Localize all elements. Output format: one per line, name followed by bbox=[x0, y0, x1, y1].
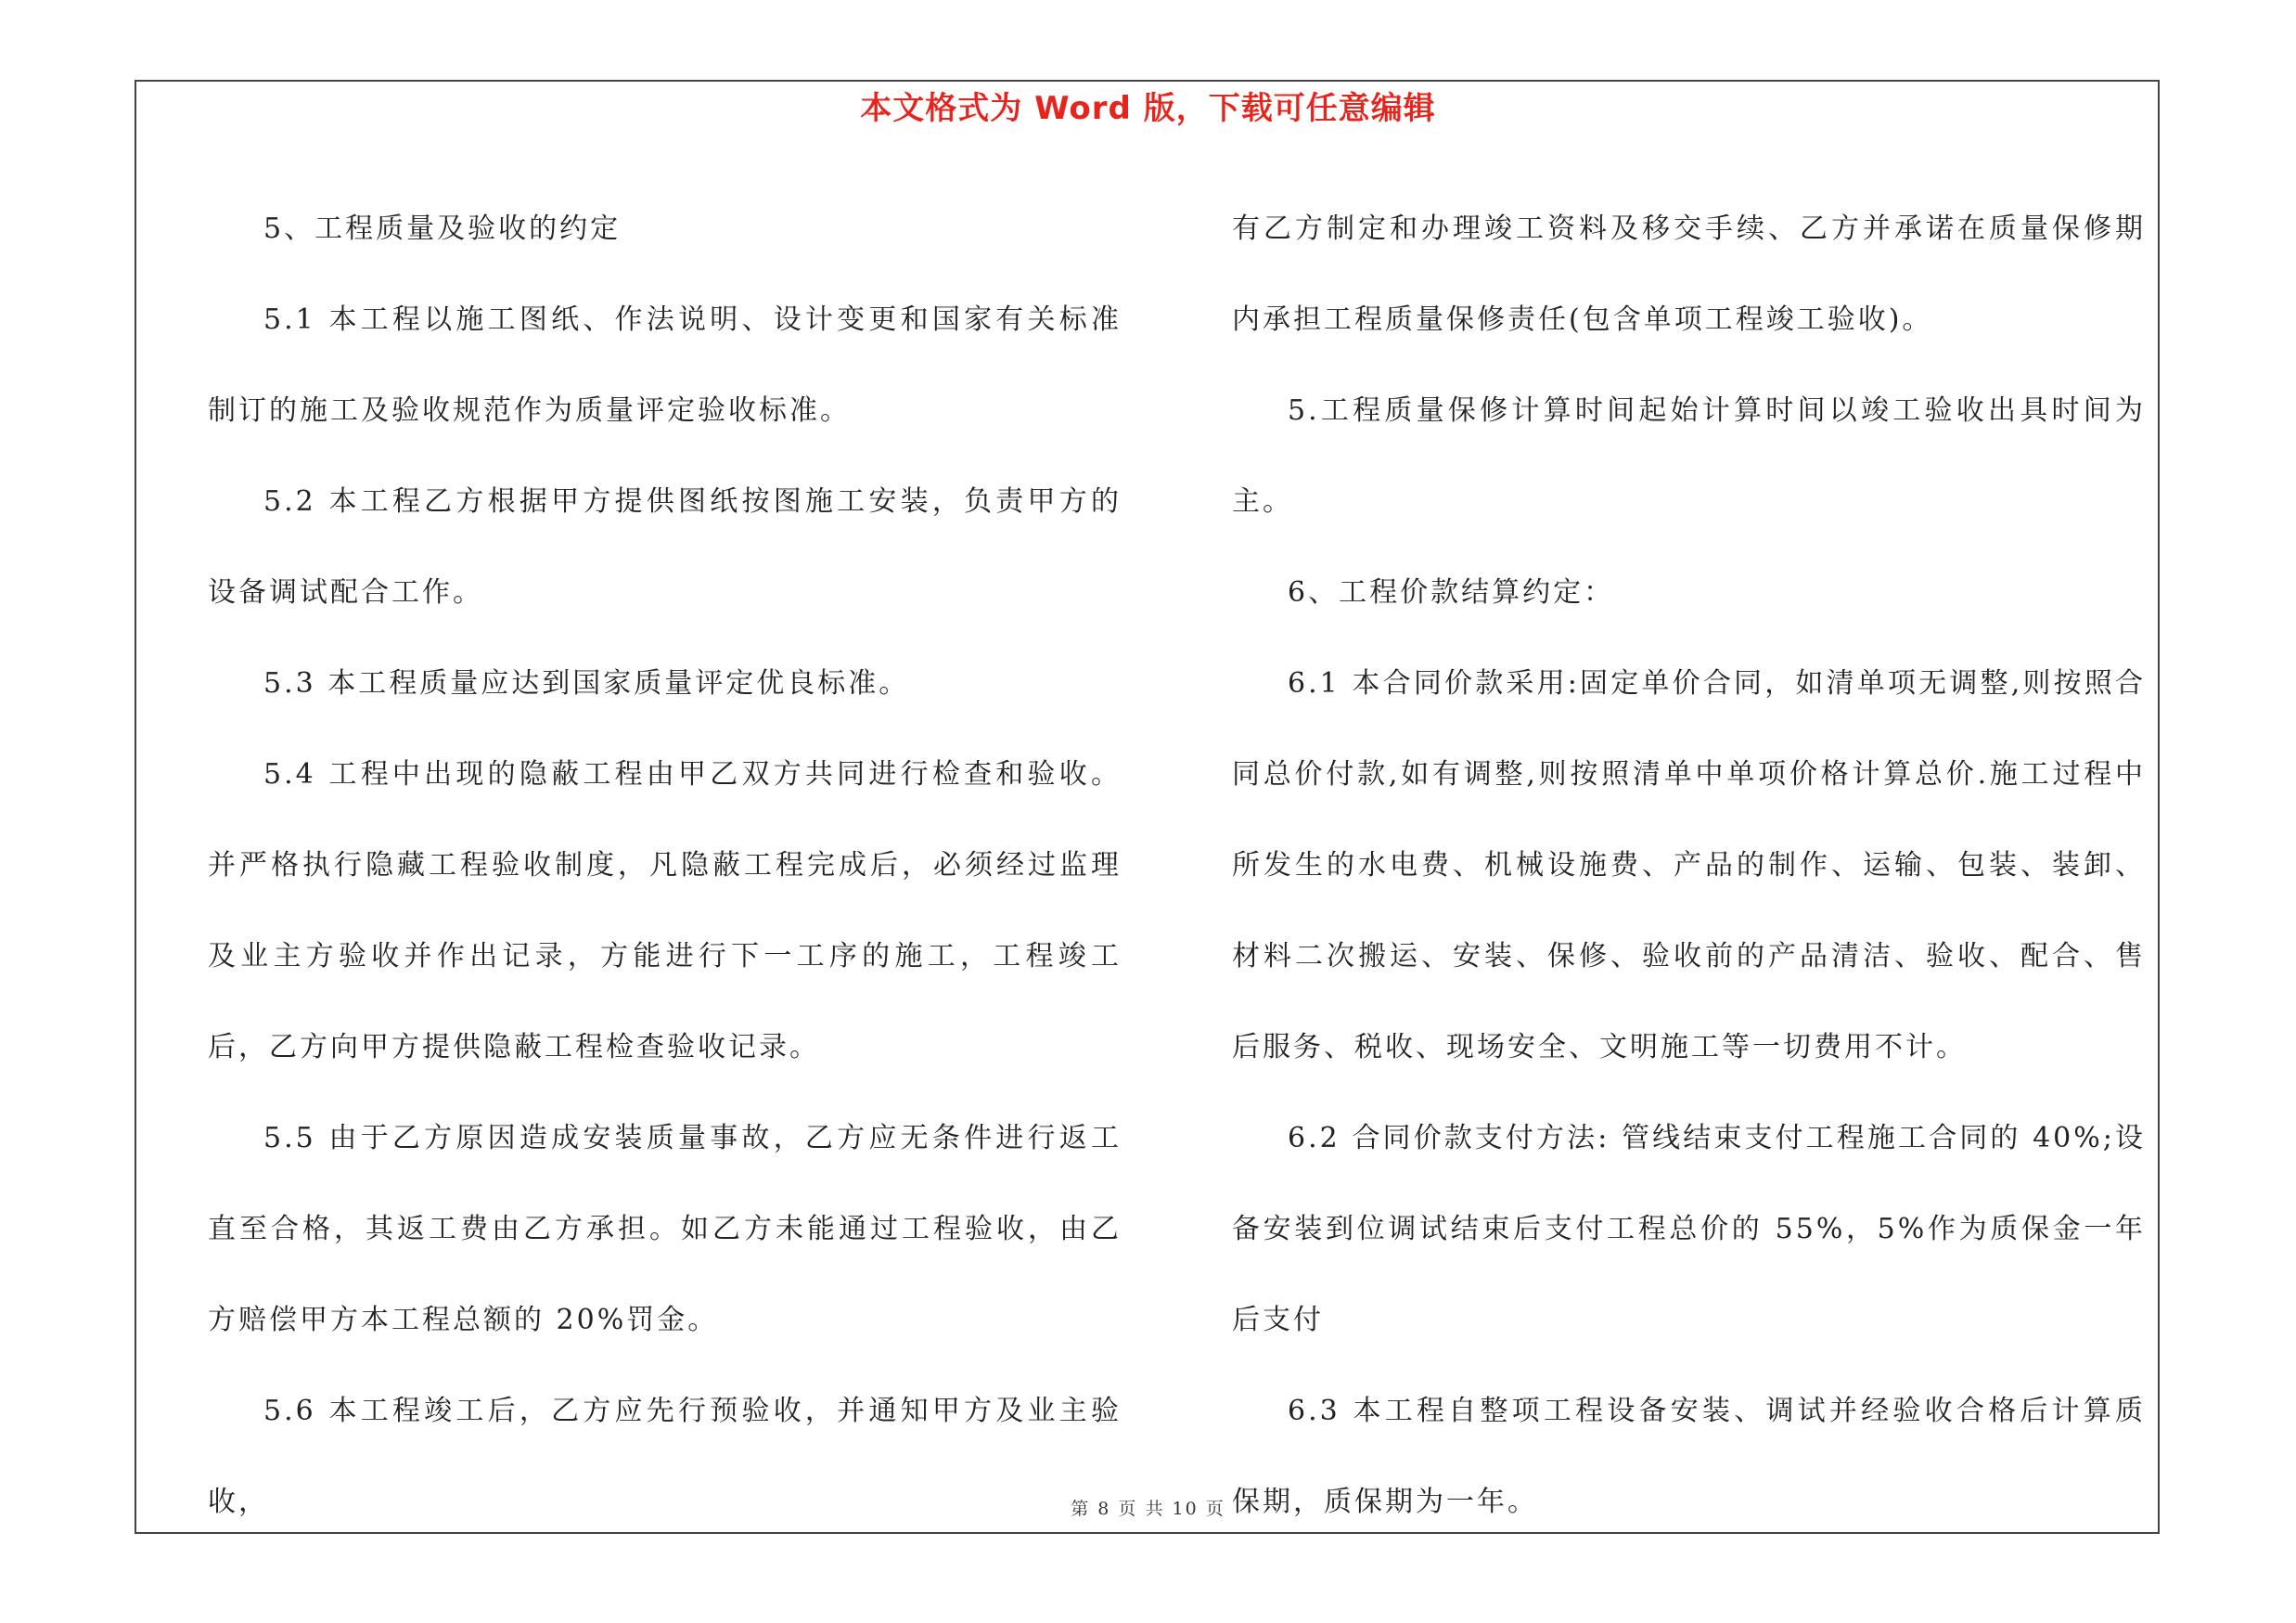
paragraph: 6.1 本合同价款采用:固定单价合同，如清单项无调整,则按照合同总价付款,如有调整,则按照清单中单项价格计算总价.施工过程中所发生的水电费、机械设施费、产品的制作、运输、包装、装卸、材料二次搬运、安装、保修、验收前的产品清洁、验收、配合、售后服务、税收、现场安全、文明施工等一切费用不计。 bbox=[1232, 667, 2146, 1063]
paragraph: 5.3 本工程质量应达到国家质量评定优良标准。 bbox=[263, 667, 910, 700]
paragraph: 5、工程质量及验收的约定 bbox=[263, 213, 622, 245]
paragraph: 5.1 本工程以施工图纸、作法说明、设计变更和国家有关标准制订的施工及验收规范作为质量评定验收标准。 bbox=[208, 303, 1122, 427]
paragraph: 5.工程质量保修计算时间起始计算时间以竣工验收出具时间为主。 bbox=[1232, 394, 2146, 518]
paragraph: 5.4 工程中出现的隐蔽工程由甲乙双方共同进行检查和验收。并严格执行隐藏工程验收制度，凡隐蔽工程完成后，必须经过监理及业主方验收并作出记录，方能进行下一工序的施工，工程竣工后，乙方向甲方提供隐蔽工程检查验收记录。 bbox=[208, 758, 1122, 1063]
paragraph: 6.2 合同价款支付方法: 管线结束支付工程施工合同的 40%;设备安装到位调试结束后支付工程总价的 55%，5%作为质保金一年后支付 bbox=[1232, 1122, 2146, 1336]
right-column bbox=[1232, 184, 2146, 1548]
paragraph: 6.3 本工程自整项工程设备安装、调试并经验收合格后计算质保期，质保期为一年。 bbox=[1232, 1395, 2146, 1518]
word-format-banner: 本文格式为 Word 版，下载可任意编辑 bbox=[860, 90, 1436, 127]
paragraph: 5.5 由于乙方原因造成安装质量事故，乙方应无条件进行返工直至合格，其返工费由乙方承担。如乙方未能通过工程验收，由乙方赔偿甲方本工程总额的 20%罚金。 bbox=[208, 1122, 1122, 1336]
page-number-footer: 第 8 页 共 10 页 bbox=[1071, 1499, 1225, 1519]
left-column bbox=[208, 184, 1122, 1548]
paragraph-continued: 有乙方制定和办理竣工资料及移交手续、乙方并承诺在质量保修期内承担工程质量保修责任(包含单项工程竣工验收)。 bbox=[1232, 213, 2146, 336]
paragraph: 5.6 本工程竣工后，乙方应先行预验收，并通知甲方及业主验收， bbox=[208, 1395, 1122, 1518]
paragraph: 6、工程价款结算约定： bbox=[1288, 576, 1615, 609]
paragraph: 5.2 本工程乙方根据甲方提供图纸按图施工安装，负责甲方的设备调试配合工作。 bbox=[208, 485, 1122, 609]
